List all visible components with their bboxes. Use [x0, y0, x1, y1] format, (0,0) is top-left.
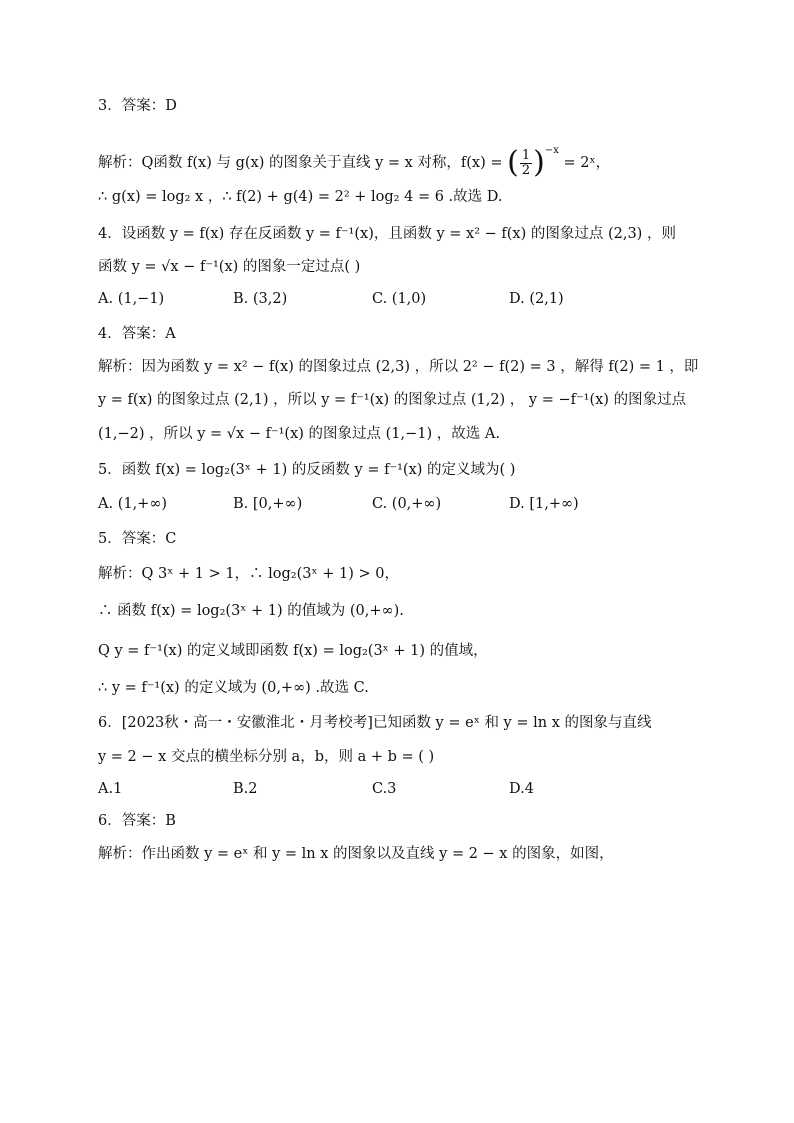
- q5-option-a: A. (1,+∞): [98, 496, 168, 512]
- explanation-5-line3: Q y = f⁻¹(x) 的定义域即函数 f(x) = log₂(3ˣ + 1) 的值域，: [98, 643, 488, 659]
- explanation-3-text-a: 解析：Q函数 f(x) 与 g(x) 的图象关于直线 y = x 对称，f(x) =: [98, 155, 503, 171]
- q6-option-d: D.4: [509, 781, 534, 797]
- fraction-one-half: [520, 149, 532, 178]
- q4-option-d: D. (2,1): [509, 291, 564, 307]
- explanation-5-line4: ∴ y = f⁻¹(x) 的定义域为 (0,+∞) .故选 C.: [98, 680, 369, 696]
- question-6-line1: 6．[2023秋・高一・安徽淮北・月考校考]已知函数 y = eˣ 和 y = ln x 的图象与直线: [98, 715, 652, 731]
- q6-option-b: B.2: [233, 781, 258, 797]
- right-paren: ): [533, 145, 545, 180]
- explanation-3-line2: ∴ g(x) = log₂ x ，∴ f(2) + g(4) = 2² + log₂ 4 = 6 .故选 D.: [98, 189, 503, 205]
- explanation-3-text-b: = 2ˣ，: [563, 155, 611, 171]
- explanation-4-line3: (1,−2) ，所以 y = √x − f⁻¹(x) 的图象过点 (1,−1) ，故选 A.: [98, 426, 500, 442]
- fraction-denominator: 2: [521, 162, 531, 178]
- explanation-5-line2: ∴ 函数 f(x) = log₂(3ˣ + 1) 的值域为 (0,+∞).: [98, 603, 404, 619]
- fraction-exponent: −x: [544, 145, 559, 156]
- q4-option-c: C. (1,0): [372, 291, 427, 307]
- answer-3: 3．答案：D: [98, 98, 177, 114]
- q5-option-b: B. [0,+∞): [233, 496, 303, 512]
- question-6-line2: y = 2 − x 交点的横坐标分别 a，b，则 a + b = ( ): [98, 749, 435, 765]
- answer-5: 5．答案：C: [98, 531, 177, 547]
- explanation-6-line1: 解析：作出函数 y = eˣ 和 y = ln x 的图象以及直线 y = 2 − x 的图象，如图，: [98, 846, 614, 862]
- q4-option-a: A. (1,−1): [98, 291, 165, 307]
- q5-option-c: C. (0,+∞): [372, 496, 442, 512]
- question-5: 5．函数 f(x) = log₂(3ˣ + 1) 的反函数 y = f⁻¹(x) 的定义域为( ): [98, 462, 516, 478]
- q6-option-a: A.1: [98, 781, 123, 797]
- fraction-numerator: 1: [521, 147, 531, 163]
- explanation-4-line2: y = f(x) 的图象过点 (2,1) ，所以 y = f⁻¹(x) 的图象过点 (1,2) ， y = −f⁻¹(x) 的图象过点: [98, 392, 687, 408]
- q4-option-b: B. (3,2): [233, 291, 288, 307]
- question-4-line1: 4．设函数 y = f(x) 存在反函数 y = f⁻¹(x)，且函数 y = x² − f(x) 的图象过点 (2,3) ，则: [98, 226, 676, 242]
- explanation-3-line1: [98, 140, 610, 178]
- answer-4: 4．答案：A: [98, 326, 176, 342]
- explanation-5-line1: 解析：Q 3ˣ + 1 > 1，∴ log₂(3ˣ + 1) > 0，: [98, 566, 399, 582]
- q6-option-c: C.3: [372, 781, 397, 797]
- q5-option-d: D. [1,+∞): [509, 496, 579, 512]
- left-paren: (: [507, 145, 519, 180]
- explanation-4-line1: 解析：因为函数 y = x² − f(x) 的图象过点 (2,3) ，所以 2² − f(2) = 3 ，解得 f(2) = 1 ，即: [98, 359, 699, 375]
- answer-6: 6．答案：B: [98, 813, 176, 829]
- question-4-line2: 函数 y = √x − f⁻¹(x) 的图象一定过点( ): [98, 259, 361, 275]
